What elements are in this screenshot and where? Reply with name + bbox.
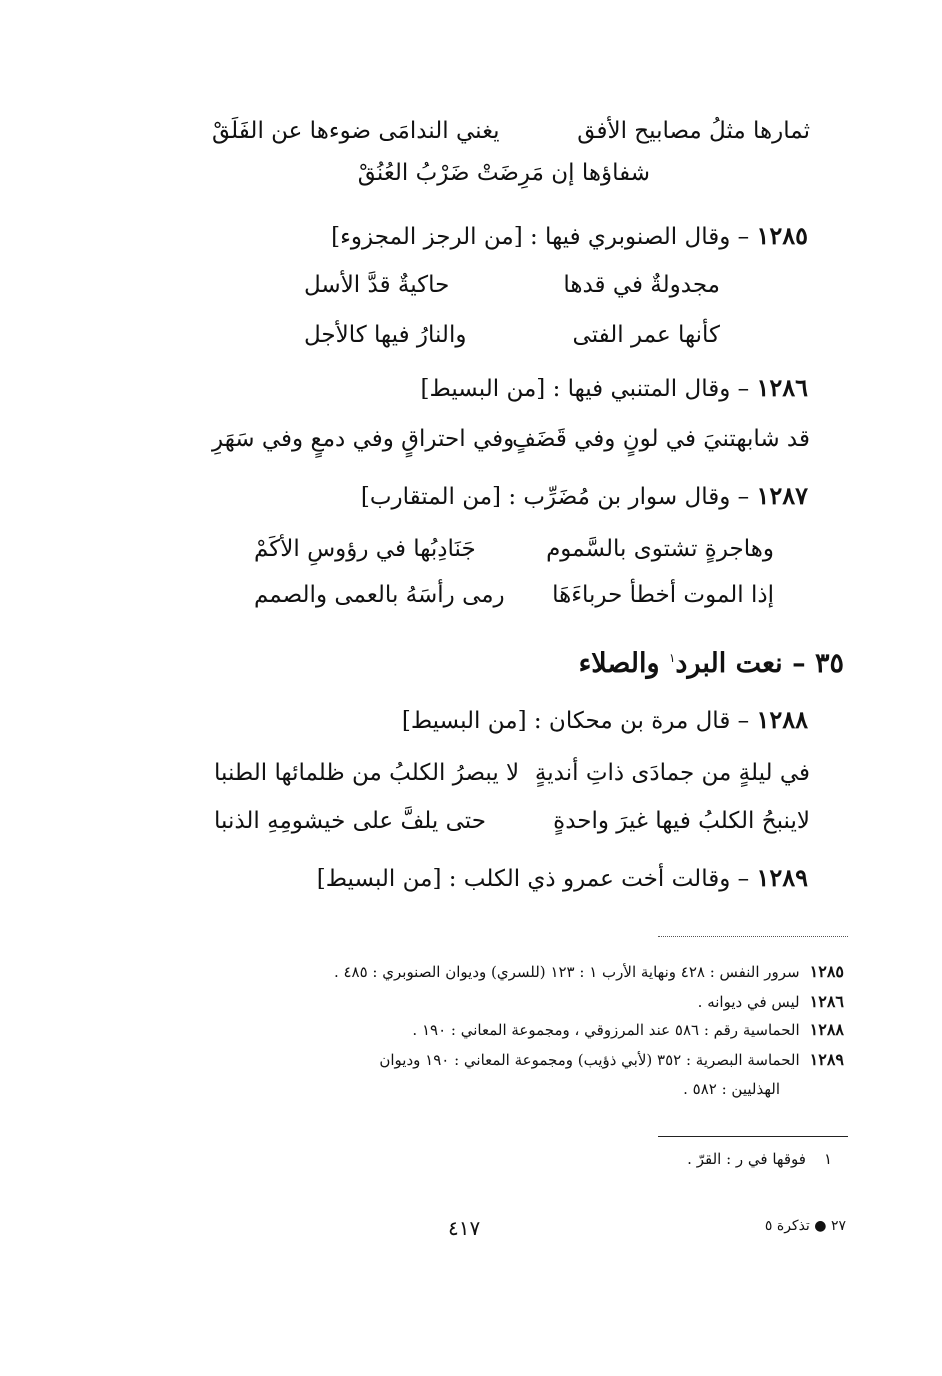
footnote-number: ١٢٨٨ [809,1020,844,1039]
footnote-1285 [334,962,844,981]
entry-attribution: – وقال سوار بن مُضَرِّب : [من المتقارب] [360,484,750,510]
footnote-number: ١٢٨٥ [809,962,844,981]
verse-hemistich: مجدولةٌ في قدها [563,272,720,298]
footnote-1289 [379,1050,844,1069]
verse-hemistich: يغني الندامَى ضوءها عن الفَلَقْ [212,118,500,144]
verse-hemistich: ثمارها مثلُ مصابيح الأفق [577,118,810,144]
verse-hemistich: شفاؤها إن مَرِضَتْ ضَرْبُ العُنُقْ [357,160,650,186]
verse-hemistich: والنارُ فيها كالأجل [304,322,467,348]
footnote-divider [658,936,848,937]
verse-hemistich: قد شابهتنيَ في لونٍ وفي قَضَفٍ [512,426,810,452]
entry-heading-1285 [331,222,808,252]
entry-attribution: – وقالت أخت عمرو ذي الكلب : [من البسيط] [316,866,750,892]
entry-number: ١٢٨٦ [756,373,808,402]
footnote-continuation: الهذليين : ٥٨٢ . [683,1080,780,1098]
verse-hemistich: لاينبحُ الكلبُ فيها غيرَ واحدةٍ [553,808,810,834]
entry-attribution: – قال مرة بن محكان : [من البسيط] [401,708,750,734]
entry-heading-1287 [361,482,808,512]
entry-number: ١٢٨٨ [756,705,808,734]
section-title-text: والصلاء [578,648,660,679]
note-1 [687,1150,832,1168]
footnote-text: الحماسية رقم : ٥٨٦ عند المرزوقي ، ومجموعة المعاني : ١٩٠ . [412,1021,800,1039]
verse-hemistich: وفي احتراقٍ وفي دمعٍ وفي سَهَرِ [212,426,515,452]
entry-attribution: – وقال المتنبي فيها : [من البسيط] [420,376,750,402]
verse-hemistich: حاكيةٌ قدَّ الأسل [304,272,450,298]
verse-hemistich: جَنَادِبُها في رؤوسِ الأكَمْ [254,536,476,562]
footnote-number: ١٢٨٩ [809,1050,844,1069]
verse-hemistich: إذا الموت أخطأ حرباءَهَا [552,582,774,608]
entry-attribution: – وقال الصنوبري فيها : [من الرجز المجزوء] [331,224,750,250]
verse-hemistich: في ليلةٍ من جمادَى ذاتِ أنديةٍ [534,760,810,786]
note-divider [658,1136,848,1137]
entry-heading-1289 [317,864,808,894]
section-title-text: – نعت البرد [675,648,806,679]
page-number: ٤١٧ [448,1216,481,1240]
verse-hemistich: حتى يلفَّ على خيشومِهِ الذنبا [214,808,486,834]
verse-hemistich: وهاجرةٍ تشتوى بالسَّموم [546,536,774,562]
entry-number: ١٢٨٩ [756,863,808,892]
signature-mark: ٢٧ ● تذكرة ٥ [764,1218,846,1234]
verse-hemistich: كأنها عمر الفتى [572,322,720,348]
entry-number: ١٢٨٧ [756,481,808,510]
footnote-text: الحماسة البصرية : ٣٥٢ (لأبي ذؤيب) ومجموعة المعاني : ١٩٠ وديوان [379,1051,800,1069]
footnote-text: سرور النفس : ٤٢٨ ونهاية الأرب ١ : ١٢٣ (للسري) وديوان الصنوبري : ٤٨٥ . [333,963,800,981]
footnote-text: ليس في ديوانه . [697,993,800,1011]
section-title [579,648,844,680]
verse-hemistich: لا يبصرُ الكلبُ من ظلمائها الطنبا [214,760,520,786]
note-number: ١ [823,1150,832,1168]
footnote-marker: ١ [668,651,676,665]
entry-number: ١٢٨٥ [756,221,808,250]
footnote-number: ١٢٨٦ [809,992,844,1011]
footnote-1288 [412,1020,844,1039]
section-number: ٣٥ [814,648,844,679]
verse-hemistich: رمى رأسَهُ بالعمى والصمم [254,582,505,608]
entry-heading-1286 [421,374,808,404]
footnote-1286 [698,992,844,1011]
entry-heading-1288 [402,706,808,736]
note-text: فوقها في ر : القرّ . [687,1150,806,1168]
